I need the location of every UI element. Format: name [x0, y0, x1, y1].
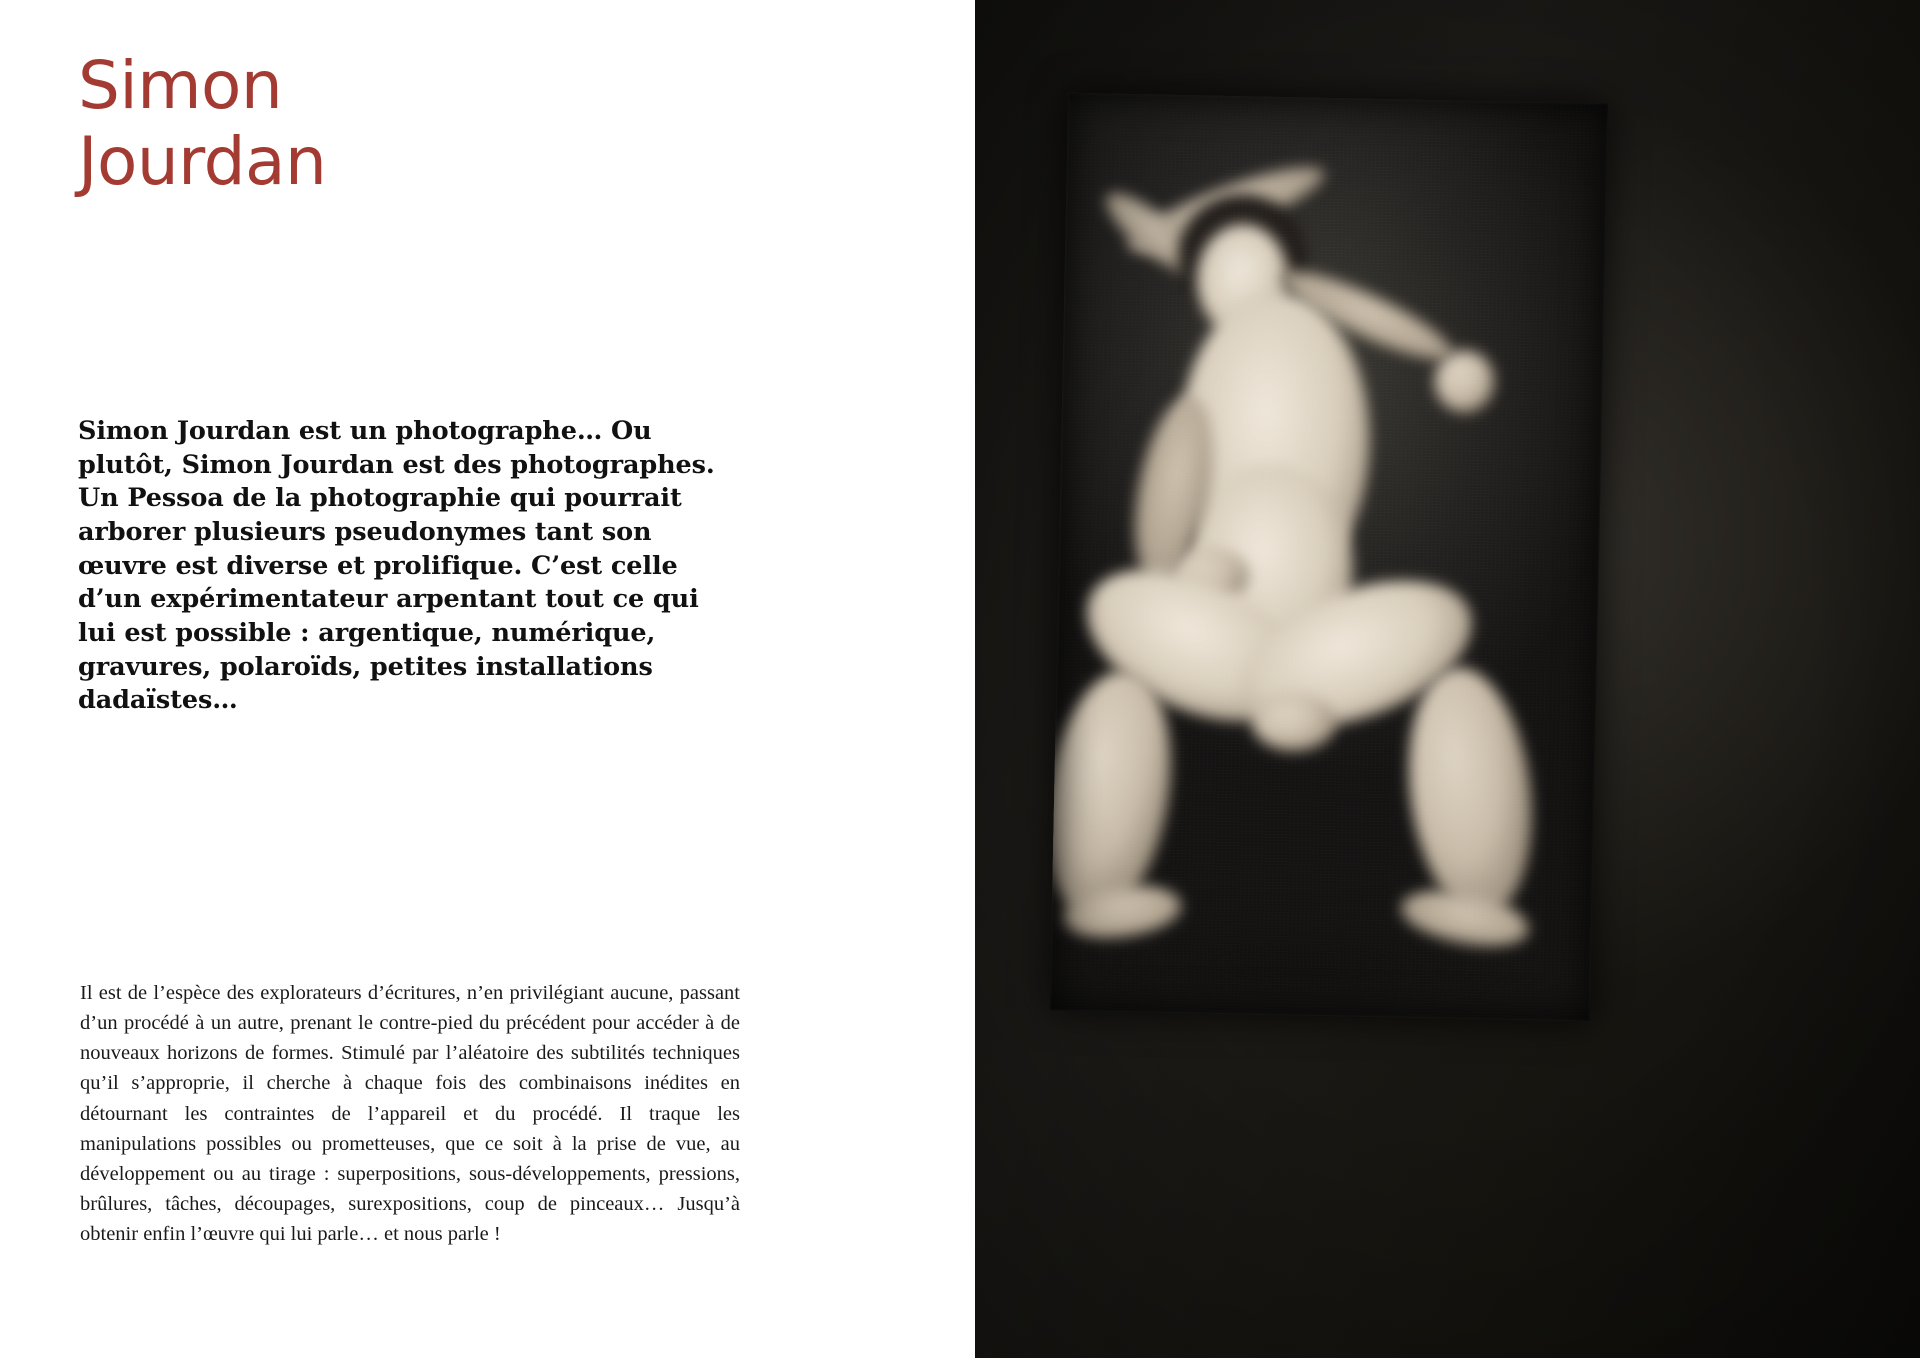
lede-text: Simon Jourdan est un photographe… Ou plutôt, Simon Jourdan est des photographes. Un Pessoa de la photographie qui pourrait arborer plusieurs pseudonymes tant son œuvre est diverse et prolifique. C’est celle d’un expérimentateur arpentant tout ce qui lui est possible : argentique, numérique, gravures, polaroïds, petites installations dadaïstes… [78, 416, 715, 716]
right-page-photograph [975, 0, 1920, 1358]
page-title-line-1: Simon [78, 47, 283, 124]
lede-paragraph [78, 415, 718, 718]
body-paragraph [80, 978, 740, 1249]
photo-vignette [975, 0, 1920, 1358]
page-title-line-2: Jourdan [78, 122, 327, 200]
page-title [78, 48, 638, 200]
body-text: Il est de l’espèce des explorateurs d’écritures, n’en privilégiant aucune, passant d’un procédé à un autre, prenant le contre-pied du précédent pour accéder à de nouveaux horizons de formes. Stimulé par l’aléatoire des subtilités techniques qu’il s’approprie, il cherche à chaque fois des combinaisons inédites en détournant les contraintes de l’appareil et du procédé. Il traque les manipulations possibles ou prometteuses, que ce soit à la prise de vue, au développement ou au tirage : superpositions, sous-développements, pressions, brûlures, tâches, découpages, surexpositions, coup de pinceaux… Jusqu’à obtenir enfin l’œuvre qui lui parle… et nous parle ! [80, 982, 740, 1245]
